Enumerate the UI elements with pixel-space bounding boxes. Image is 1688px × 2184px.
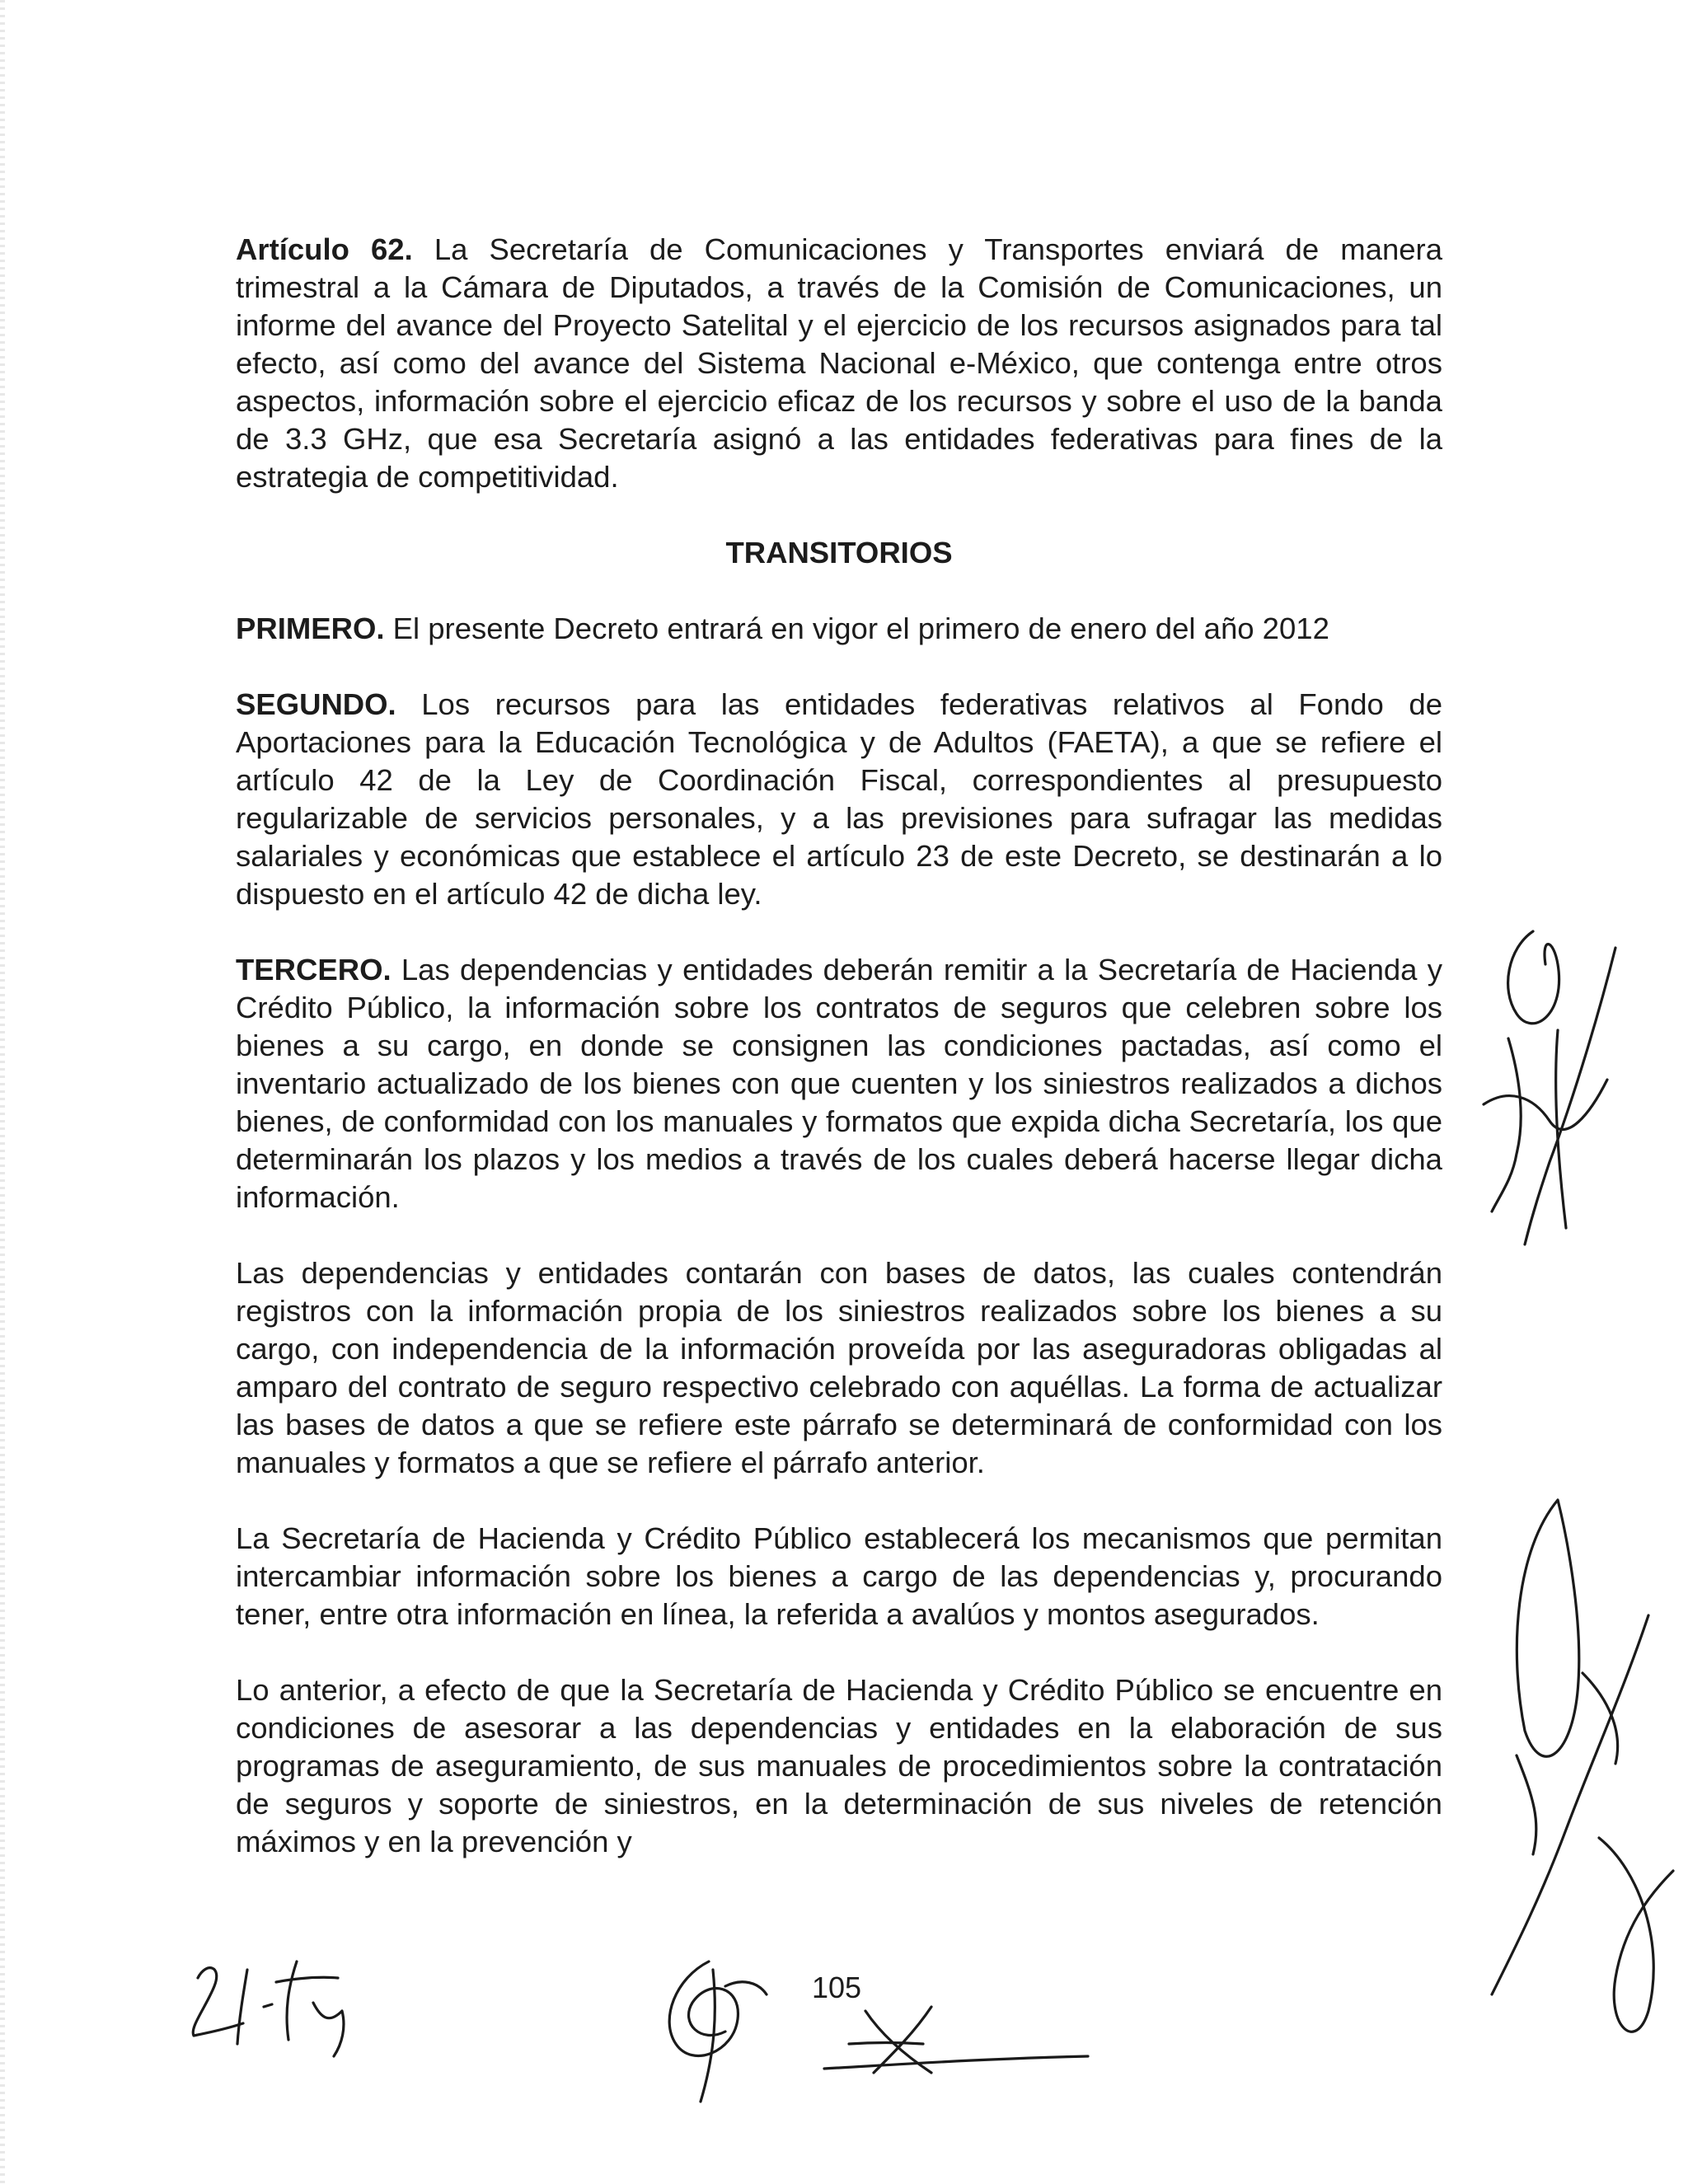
- article-62-text: La Secretaría de Comunicaciones y Transportes enviará de manera trimestral a la Cámara de Diputados, a través de la Comisión de Comunicaciones, un informe del avance del Proyecto Satelital y el ejercicio de los recursos asignados para tal efecto, así como del avance del Sistema Nacional e-México, que contenga entre otros aspectos, información sobre el ejercicio eficaz de los recursos y sobre el uso de la banda de 3.3 GHz, que esa Secretaría asignó a las entidades federativas para fines de la estrategia de competitividad.: [236, 232, 1442, 494]
- tercero-lead: TERCERO.: [236, 953, 392, 987]
- tercero-text: Las dependencias y entidades deberán remitir a la Secretaría de Hacienda y Crédito Público, la información sobre los contratos de seguros que celebren sobre los bienes a su cargo, en donde se consignen las condiciones pactadas, así como el inventario actualizado de los bienes con que cuenten y los siniestros realizados a dichos bienes, de conformidad con los manuales y formatos que expida dicha Secretaría, los que determinarán los plazos y los medios a través de los cuales deberá hacerse llegar dicha información.: [236, 953, 1442, 1214]
- handwritten-initials-left: [165, 1945, 379, 2060]
- signature-bottom-right-mark: [816, 1994, 1096, 2085]
- primero-paragraph: [236, 610, 1442, 648]
- document-body: [236, 231, 1442, 1899]
- primero-lead: PRIMERO.: [236, 612, 385, 645]
- segundo-lead: SEGUNDO.: [236, 687, 396, 721]
- tercero-paragraph: [236, 951, 1442, 1216]
- article-62-lead: Artículo 62.: [236, 232, 413, 266]
- signature-right-bottom: [1484, 1483, 1681, 2077]
- transitorios-heading: TRANSITORIOS: [725, 536, 953, 569]
- signature-bottom-center: [643, 1953, 775, 2110]
- bases-de-datos-paragraph: Las dependencias y entidades contarán con bases de datos, las cuales contendrán registros con la información propia de los siniestros realizados sobre los bienes a su cargo, con independencia de la información proveída por las aseguradoras obligadas al amparo del contrato de seguro respectivo celebrado con aquéllas. La forma de actualizar las bases de datos a que se refiere este párrafo se determinará de conformidad con los manuales y formatos a que se refiere el párrafo anterior.: [236, 1256, 1442, 1479]
- scan-edge-artifact: [0, 0, 5, 2184]
- segundo-text: Los recursos para las entidades federativas relativos al Fondo de Aportaciones para la Educación Tecnológica y de Adultos (FAETA), a que se refiere el artículo 42 de la Ley de Coordinación Fiscal, correspondientes al presupuesto regularizable de servicios personales, y a las previsiones para sufragar las medidas salariales y económicas que establece el artículo 23 de este Decreto, se destinarán a lo dispuesto en el artículo 42 de dicha ley.: [236, 687, 1442, 911]
- mecanismos-paragraph: La Secretaría de Hacienda y Crédito Público establecerá los mecanismos que permitan intercambiar información sobre los bienes a cargo de las dependencias y, procurando tener, entre otra información en línea, la referida a avalúos y montos asegurados.: [236, 1521, 1442, 1631]
- page-number: 105: [812, 1971, 862, 2004]
- article-62-paragraph: [236, 231, 1442, 496]
- primero-text: El presente Decreto entrará en vigor el primero de enero del año 2012: [384, 612, 1329, 645]
- signature-right-top: [1475, 915, 1640, 1261]
- segundo-paragraph: [236, 686, 1442, 913]
- lo-anterior-paragraph: Lo anterior, a efecto de que la Secretaría de Hacienda y Crédito Público se encuentre en condiciones de asesorar a las dependencias y entidades en la elaboración de sus programas de aseguramiento, de sus manuales de procedimientos sobre la contratación de seguros y soporte de siniestros, en la determinación de sus niveles de retención máximos y en la prevención y: [236, 1673, 1442, 1858]
